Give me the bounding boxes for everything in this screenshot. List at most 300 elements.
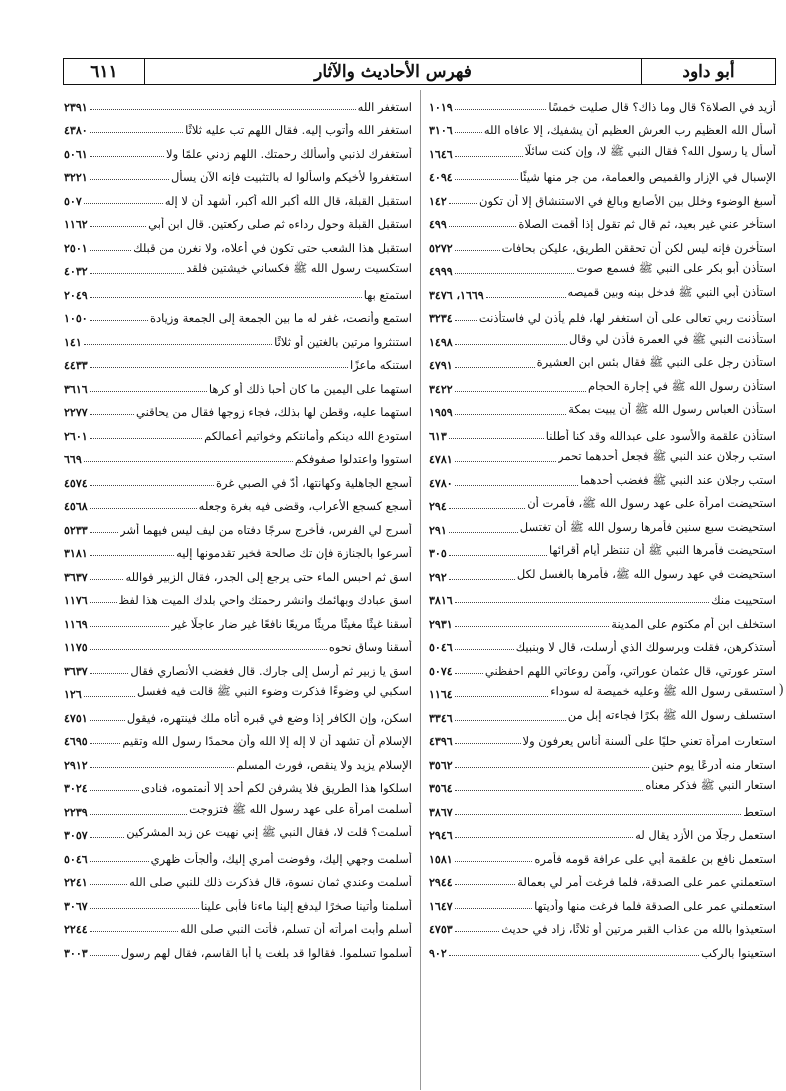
dot-leader bbox=[90, 438, 202, 439]
index-entry bbox=[429, 490, 776, 514]
dot-leader bbox=[90, 955, 119, 956]
hadith-number: ١١٧٥ bbox=[64, 641, 88, 654]
entry-text: استب رجلان عند النبي ﷺ فغضب أحدهما bbox=[580, 472, 776, 487]
index-entry bbox=[429, 607, 776, 631]
entry-text: استقبل القبلة، قال الله أكبر الله أكبر، أشهد أن لا إله bbox=[164, 193, 412, 208]
entry-text: استأخرن فإنه ليس لكن أن تحققن الطريق، عليكن بحافات bbox=[501, 240, 776, 255]
dot-leader bbox=[90, 720, 125, 721]
hadith-number: ٩٠٢ bbox=[429, 946, 447, 960]
hadith-number: ١٢٦ bbox=[64, 688, 82, 701]
right-column bbox=[420, 90, 776, 1090]
hadith-number: ٣٦١٦ bbox=[64, 382, 88, 396]
entry-text: استنثروا مرتين بالغتين أو ثلاثًا bbox=[274, 334, 412, 349]
hadith-number: ٢٢٤٤ bbox=[64, 923, 88, 936]
entry-text: استعط bbox=[743, 804, 776, 819]
dot-leader bbox=[455, 814, 742, 815]
index-entry bbox=[429, 842, 776, 866]
hadith-number: ٣٠٥٧ bbox=[64, 829, 88, 842]
hadith-number: ٤٥٦٨ bbox=[64, 500, 88, 513]
dot-leader bbox=[84, 344, 272, 345]
index-entry bbox=[64, 513, 412, 537]
index-entry bbox=[429, 537, 776, 561]
hadith-number: ٣٥٦٤ bbox=[429, 782, 453, 795]
entry-text: أسلمت وجهي إليك، وفوضت أمري إليك، وألجأت ظهري bbox=[150, 851, 412, 866]
index-entry bbox=[429, 231, 776, 255]
index-entry bbox=[429, 302, 776, 326]
dot-leader bbox=[90, 790, 139, 791]
hadith-number: ٣٢٣٤ bbox=[429, 312, 453, 325]
entry-text: استكسيت رسول الله ﷺ فكساني خيشتين فلقد bbox=[186, 261, 412, 275]
entry-text: استأذن أبو بكر على النبي ﷺ فسمع صوت bbox=[576, 261, 776, 275]
index-entry bbox=[64, 795, 412, 819]
index-entry bbox=[64, 255, 412, 279]
hadith-number: ٢٠٤٩ bbox=[64, 288, 88, 302]
index-entry bbox=[64, 537, 412, 561]
entry-text: استعملني عمر على الصدقة، فلما فرغت أمر لي بعمالة bbox=[517, 875, 776, 889]
entry-text: استودع الله دينكم وأمانتكم وخواتيم أعمالكم bbox=[204, 428, 412, 443]
index-entry bbox=[429, 725, 776, 749]
dot-leader bbox=[449, 532, 518, 533]
entry-text: استقبل القبلة وحول رداءه ثم صلى ركعتين. قال ابن أبي bbox=[148, 217, 412, 231]
dot-leader bbox=[90, 250, 132, 251]
dot-leader bbox=[449, 226, 517, 227]
index-entry bbox=[64, 490, 412, 514]
dot-leader bbox=[455, 485, 579, 486]
entry-text: استقبل هذا الشعب حتى تكون في أعلاه، ولا نغرن من قبلك bbox=[133, 240, 412, 255]
hadith-number: ٤٩٩٩ bbox=[429, 265, 453, 278]
hadith-number: ٣٣٤٦ bbox=[429, 711, 453, 725]
entry-text: اسق يا زبير ثم أرسل إلى جارك. قال فغضب الأنصاري فقال bbox=[130, 663, 412, 678]
dot-leader bbox=[90, 743, 121, 744]
entry-text: أسقنا وساق نحوه bbox=[328, 640, 412, 654]
hadith-number: ٤٧٨٠ bbox=[429, 476, 453, 490]
dot-leader bbox=[455, 414, 567, 415]
left-column bbox=[64, 90, 420, 1090]
index-entry bbox=[429, 419, 776, 443]
index-entry bbox=[429, 443, 776, 467]
hadith-number: ٤٣٨٠ bbox=[64, 124, 88, 137]
index-entry bbox=[64, 231, 412, 255]
entry-text: أسقنا غيثًا مغيثًا مريئًا مريعًا نافعًا غير ضار عاجلًا غير bbox=[171, 616, 412, 631]
index-entry bbox=[429, 255, 776, 279]
hadith-number: ٣٨١٦ bbox=[429, 594, 453, 607]
index-entry bbox=[429, 396, 776, 420]
hadith-number: ٢٢٤١ bbox=[64, 876, 88, 889]
entry-text: أزيد في الصلاة؟ قال وما ذاك؟ قال صليت خمسًا bbox=[548, 99, 776, 114]
hadith-number: ٤٠٩٤ bbox=[429, 171, 453, 184]
dot-leader bbox=[84, 696, 135, 697]
book-name: أبو داود bbox=[641, 59, 775, 84]
index-entry bbox=[64, 349, 412, 373]
dot-leader bbox=[90, 132, 184, 133]
entry-text: استهما عليه، وقطن لها بذلك، فجاء زوجها فقال من يحاقني bbox=[136, 405, 412, 419]
entry-text: اسق ثم احبس الماء حتى يرجع إلى الجدر، فقال الزبير فوالله bbox=[125, 569, 412, 584]
dot-leader bbox=[455, 109, 547, 110]
index-entry bbox=[429, 913, 776, 937]
dot-leader bbox=[90, 485, 214, 486]
hadith-number: ٥٢٧٢ bbox=[429, 241, 453, 255]
hadith-number: ٢٩٢ bbox=[429, 570, 447, 584]
dot-leader bbox=[455, 908, 533, 909]
hadith-number: ١١٦٢ bbox=[64, 218, 88, 231]
dot-leader bbox=[90, 602, 117, 603]
entry-text: استر عورتي، قال عثمان عوراتي، وآمن روعاتي اللهم احفظني bbox=[484, 663, 776, 678]
index-entry bbox=[64, 701, 412, 725]
hadith-number: ٢٩٤٦ bbox=[429, 829, 453, 842]
dot-leader bbox=[455, 649, 514, 650]
entry-text: استأذن علقمة والأسود على عبدالله وقد كنا أطلنا bbox=[545, 428, 776, 443]
hadith-number: ٤٥٧٤ bbox=[64, 476, 88, 490]
index-entry bbox=[429, 654, 776, 678]
dot-leader bbox=[455, 696, 549, 697]
index-entry bbox=[429, 678, 776, 702]
dot-leader bbox=[90, 579, 124, 580]
dot-leader bbox=[455, 156, 523, 157]
index-entry bbox=[429, 772, 776, 796]
dot-leader bbox=[455, 273, 575, 274]
hadith-number: ٣١٠٦ bbox=[429, 124, 453, 137]
dot-leader bbox=[455, 861, 533, 862]
index-entry bbox=[429, 748, 776, 772]
dot-leader bbox=[455, 179, 518, 180]
index-entry bbox=[429, 325, 776, 349]
index-entry bbox=[64, 114, 412, 138]
dot-leader bbox=[90, 649, 327, 650]
dot-leader bbox=[455, 884, 516, 885]
entry-text: استعار منه أدرعًا يوم حنين bbox=[651, 757, 776, 772]
index-entry bbox=[429, 584, 776, 608]
entry-text: استغفر الله bbox=[357, 99, 412, 114]
entry-text: استغفروا لأخيكم واسألوا له بالتثبيت فإنه الآن يسأل bbox=[171, 170, 412, 184]
index-entry bbox=[64, 325, 412, 349]
hadith-number: ٢٦٠١ bbox=[64, 429, 88, 443]
entry-text: استحيضت امرأة على عهد رسول الله ﷺ، فأمرت أن bbox=[527, 496, 776, 510]
hadith-number: ٢٩١ bbox=[429, 523, 447, 537]
index-entry bbox=[429, 936, 776, 960]
index-entry bbox=[64, 90, 412, 114]
hadith-number: ٣١٨١ bbox=[64, 547, 88, 560]
entry-text: أسرج لي الفرس، فأخرج سرجًا دفتاه من ليف ليس فيهما أشر bbox=[120, 522, 412, 537]
index-entry bbox=[64, 889, 412, 913]
index-entry bbox=[64, 842, 412, 866]
entry-text: استأخر عني غير بعيد، ثم قال ثم تقول إذا أقمت الصلاة bbox=[518, 217, 776, 231]
dot-leader bbox=[90, 767, 235, 768]
hadith-number: ١٦٤٧ bbox=[429, 899, 453, 913]
dot-leader bbox=[90, 367, 348, 368]
entry-text: استعينوا بالركب bbox=[701, 945, 776, 960]
dot-leader bbox=[455, 602, 709, 603]
hadith-number: ٤٤٣٣ bbox=[64, 359, 88, 372]
entry-text: استأذنت النبي ﷺ في العمرة فأذن لي وقال bbox=[568, 331, 776, 346]
index-entry bbox=[429, 701, 776, 725]
hadith-number: ١١٦٩ bbox=[64, 617, 88, 631]
dot-leader bbox=[455, 931, 500, 932]
index-entry bbox=[64, 302, 412, 326]
hadith-number: ١٠٥٠ bbox=[64, 312, 88, 325]
entry-text: استعمل رجلًا من الأزد يقال له bbox=[635, 828, 776, 842]
page-header bbox=[63, 58, 776, 85]
hadith-number: ٣٨٦٧ bbox=[429, 805, 453, 819]
entry-text: أسجع الجاهلية وكهانتها، أدّ في الصبي غرة bbox=[216, 475, 412, 490]
index-title: فهرس الأحاديث والآثار bbox=[144, 59, 641, 84]
entry-text: أسأل الله العظيم رب العرش العظيم أن يشفيك، إلا عافاه الله bbox=[483, 123, 776, 137]
dot-leader bbox=[90, 320, 148, 321]
dot-leader bbox=[90, 109, 356, 110]
hadith-number: ٢٩١٢ bbox=[64, 758, 88, 772]
hadith-number: ٤٩٩ bbox=[429, 218, 447, 231]
dot-leader bbox=[90, 884, 128, 885]
hadith-number: ١١٦٤ bbox=[429, 688, 453, 701]
entry-text: أسأل يا رسول الله؟ فقال النبي ﷺ لا، وإن كنت سائلًا bbox=[524, 143, 776, 158]
hadith-number: ١١٧٦ bbox=[64, 594, 88, 607]
dot-leader bbox=[90, 931, 179, 932]
hadith-number: ٥٠٤٦ bbox=[429, 641, 453, 654]
entry-text: الإسبال في الإزار والقميص والعمامة، من جر منها شيئًا bbox=[519, 170, 776, 184]
dot-leader bbox=[455, 250, 500, 251]
index-entry bbox=[64, 419, 412, 443]
dot-leader bbox=[486, 297, 566, 298]
hadith-number: ٣٦٣٧ bbox=[64, 664, 88, 678]
entry-text: استأذنت ربي تعالى على أن استغفر لها، فلم يأذن لي فاستأذنت bbox=[478, 311, 776, 325]
dot-leader bbox=[90, 179, 169, 180]
dot-leader bbox=[455, 720, 566, 721]
entry-text: استأذن العباس رسول الله ﷺ أن يبيت بمكة bbox=[568, 402, 776, 416]
hadith-number: ٣٢٢١ bbox=[64, 171, 88, 184]
dot-leader bbox=[455, 132, 482, 133]
hadith-number: ٤٣٩٦ bbox=[429, 735, 453, 748]
index-entry bbox=[429, 631, 776, 655]
hadith-number: ٢٩٤٤ bbox=[429, 876, 453, 889]
index-entry bbox=[64, 725, 412, 749]
index-entry bbox=[429, 866, 776, 890]
hadith-number: ٢٩٣١ bbox=[429, 617, 453, 631]
index-entry bbox=[429, 278, 776, 302]
entry-text: أسلمت وعندي ثمان نسوة، قال فذكرت ذلك للنبي صلى الله bbox=[129, 875, 412, 889]
entry-text: استسلف رسول الله ﷺ بكرًا فجاءته إبل من bbox=[567, 707, 776, 722]
entry-text: الإسلام يزيد ولا ينقص، فورث المسلم bbox=[236, 757, 412, 772]
hadith-number: ٥٠٧٤ bbox=[429, 664, 453, 678]
hadith-number: ٤٧٩١ bbox=[429, 359, 453, 372]
hadith-number: ١٤٩٨ bbox=[429, 335, 453, 349]
dot-leader bbox=[90, 837, 125, 838]
index-entry bbox=[64, 208, 412, 232]
dot-leader bbox=[84, 203, 163, 204]
hadith-number: ١٦٦٩، ٣٤٧٦ bbox=[429, 288, 484, 302]
entry-text: استعملني عمر على الصدقة فلما فرغت منها وأديتها bbox=[534, 898, 776, 913]
index-entry bbox=[429, 819, 776, 843]
dot-leader bbox=[90, 226, 147, 227]
dot-leader bbox=[455, 837, 633, 838]
hadith-number: ٣٠٦٧ bbox=[64, 899, 88, 913]
entry-text: استأذن رسول الله ﷺ في إجارة الحجام bbox=[588, 378, 776, 393]
entry-text: أسلمت امرأة على عهد رسول الله ﷺ فتزوجت bbox=[189, 801, 412, 816]
entry-text: استغفر الله وأتوب إليه. فقال اللهم تب عليه ثلاثًا bbox=[185, 123, 412, 137]
entry-text: أستذكرهن، فقلت وبرسولك الذي أرسلت، قال لا وبنبيك bbox=[515, 640, 776, 654]
hadith-number: ١٤١ bbox=[64, 335, 82, 349]
hadith-number: ٥٠٧ bbox=[64, 194, 82, 208]
index-entry bbox=[429, 560, 776, 584]
index-entry bbox=[64, 396, 412, 420]
dot-leader bbox=[455, 767, 650, 768]
dot-leader bbox=[449, 955, 699, 956]
hadith-number: ٤٧٨١ bbox=[429, 453, 453, 466]
index-entry bbox=[64, 654, 412, 678]
index-entry bbox=[429, 513, 776, 537]
entry-text: استعارت امرأة تعني حليًا على ألسنة أناس يعرفون ولا bbox=[522, 734, 776, 748]
hadith-number: ١٦٤٦ bbox=[429, 147, 453, 161]
dot-leader bbox=[449, 508, 525, 509]
index-entry bbox=[64, 137, 412, 161]
page-number: ٦١١ bbox=[90, 61, 118, 82]
index-entry bbox=[64, 584, 412, 608]
index-entry bbox=[64, 866, 412, 890]
hadith-number: ٣٠٢٤ bbox=[64, 782, 88, 795]
entry-text: استأذن أبي النبي ﷺ فدخل بينه وبين قميصه bbox=[567, 284, 776, 299]
index-entry bbox=[64, 936, 412, 960]
dot-leader bbox=[90, 814, 188, 815]
dot-leader bbox=[90, 532, 118, 533]
entry-text: أسلمت؟ قلت لا، فقال النبي ﷺ إني نهيت عن زبد المشركين bbox=[126, 825, 412, 839]
index-entry bbox=[64, 913, 412, 937]
entry-text: اسكن، وإن الكافر إذا وضع في قبره أتاه ملك فينتهره، فيقول bbox=[126, 710, 412, 725]
hadith-number: ٤٧٥١ bbox=[64, 711, 88, 725]
hadith-number: ٢٩٤ bbox=[429, 500, 447, 513]
index-entry bbox=[64, 819, 412, 843]
entry-text: أسرعوا بالجنازة فإن تك صالحة فخير تقدمونها إليه bbox=[176, 546, 412, 560]
hadith-number: ٤٦٩٥ bbox=[64, 735, 88, 748]
entry-text: استسقى رسول الله ﷺ وعليه خميصة له سوداء bbox=[550, 684, 776, 698]
hadith-number: ٢٥٠١ bbox=[64, 241, 88, 255]
entry-text: استب رجلان عند النبي ﷺ فجعل أحدهما تحمر bbox=[558, 449, 776, 463]
dot-leader bbox=[455, 673, 483, 674]
index-entry bbox=[64, 678, 412, 702]
dot-leader bbox=[84, 461, 293, 462]
dot-leader bbox=[90, 626, 170, 627]
index-entry bbox=[64, 631, 412, 655]
hadith-number: ١٠١٩ bbox=[429, 100, 453, 114]
dot-leader bbox=[90, 297, 362, 298]
hadith-number: ٢٢٧٧ bbox=[64, 406, 88, 419]
dot-leader bbox=[449, 438, 544, 439]
entry-text: استعار النبي ﷺ فذكر معناه bbox=[645, 778, 776, 792]
hadith-number: ٤٧٥٣ bbox=[429, 923, 453, 936]
entry-text: استحيضت سبع سنين فأمرها رسول الله ﷺ أن تغتسل bbox=[519, 519, 776, 534]
dot-leader bbox=[449, 203, 477, 204]
dot-leader bbox=[455, 391, 586, 392]
index-entry bbox=[429, 114, 776, 138]
index-entry bbox=[64, 443, 412, 467]
hadith-number: ٥٢٣٣ bbox=[64, 523, 88, 537]
hadith-number: ٥٠٦١ bbox=[64, 147, 88, 161]
hadith-number: ٦١٣ bbox=[429, 429, 447, 443]
index-entry bbox=[429, 372, 776, 396]
entry-text: استمع وأنصت، غفر له ما بين الجمعة إلى الجمعة وزيادة bbox=[149, 311, 412, 325]
index-entry bbox=[64, 560, 412, 584]
entry-text: استحيضت فأمرها النبي ﷺ أن تنتظر أيام أقرائها bbox=[548, 543, 776, 557]
index-entry bbox=[64, 278, 412, 302]
hadith-number: ٢٣٩١ bbox=[64, 100, 88, 114]
dot-leader bbox=[455, 461, 556, 462]
entry-text: استعمل نافع بن علقمة أبي على عرافة قومه فأمره bbox=[534, 851, 776, 866]
dot-leader bbox=[455, 743, 521, 744]
entry-text: استووا واعتدلوا صفوفكم bbox=[294, 452, 412, 466]
entry-text: الإسلام أن تشهد أن لا إله إلا الله وأن محمدًا رسول الله وتقيم bbox=[122, 734, 412, 748]
hadith-number: ١٩٥٩ bbox=[429, 406, 453, 419]
hadith-number: ١٤٢ bbox=[429, 194, 447, 208]
dot-leader bbox=[90, 414, 134, 415]
dot-leader bbox=[90, 156, 164, 157]
entry-text: استأذن رجل على النبي ﷺ فقال بئس ابن العشيرة bbox=[536, 355, 776, 369]
hadith-number: ٤٠٣٢ bbox=[64, 265, 88, 278]
hadith-number: ٥٠٤٦ bbox=[64, 852, 88, 866]
dot-leader bbox=[90, 391, 207, 392]
hadith-number: ٣٥٦٢ bbox=[429, 758, 453, 772]
hadith-number: ٣٤٢٢ bbox=[429, 382, 453, 396]
entry-text: أسلم وأبت امرأته أن تسلم، فأتت النبي صلى الله bbox=[180, 922, 412, 936]
dot-leader bbox=[90, 673, 129, 674]
index-entry bbox=[429, 90, 776, 114]
hadith-number: ٣٦٣٧ bbox=[64, 570, 88, 584]
entry-text: استحيضت في عهد رسول الله ﷺ، فأمرها بالغسل لكل bbox=[516, 566, 776, 581]
dot-leader bbox=[90, 861, 149, 862]
hadith-number: ٢٢٣٩ bbox=[64, 805, 88, 819]
dot-leader bbox=[455, 344, 567, 345]
dot-leader bbox=[449, 555, 547, 556]
index-entry bbox=[429, 208, 776, 232]
entry-text: استحييت منك bbox=[711, 593, 776, 607]
entry-text: أسبغ الوضوء وخلل بين الأصابع وبالغ في الاستنشاق إلا أن تكون bbox=[479, 193, 776, 208]
entry-text: أسلموا تسلموا. فقالوا قد بلغت يا أبا القاسم، فقال لهم رسول bbox=[120, 945, 412, 960]
hadith-number: ١٥٨١ bbox=[429, 852, 453, 866]
entry-text: استعيذوا بالله من عذاب القبر مرتين أو ثلاثًا، زاد في حديث bbox=[501, 922, 776, 936]
entry-text: اسلكوا هذا الطريق فلا يشرفن لكم أحد إلا أنمتموه، فنادى bbox=[140, 781, 412, 795]
hadith-number: ٣٠٥ bbox=[429, 547, 447, 560]
entry-text: استمتع بها bbox=[363, 287, 412, 302]
dot-leader bbox=[90, 908, 199, 909]
index-entry bbox=[429, 795, 776, 819]
dot-leader bbox=[90, 555, 174, 556]
entry-text: أسلمنا وأتينا صخرًا ليدفع إلينا ماءنا فأبى علينا bbox=[200, 898, 412, 913]
index-columns bbox=[63, 90, 776, 1090]
entry-text: اسق عبادك وبهائمك وانشر رحمتك واحي بلدك الميت هذا لفظ bbox=[118, 593, 412, 607]
index-entry bbox=[429, 889, 776, 913]
entry-text: أسجع كسجع الأعراب، وقضى فيه بغرة وجعله bbox=[198, 499, 412, 513]
index-entry bbox=[429, 466, 776, 490]
dot-leader bbox=[449, 579, 515, 580]
index-entry bbox=[429, 184, 776, 208]
dot-leader bbox=[455, 320, 477, 321]
entry-text: اسكبي لي وضوءًا فذكرت وضوء النبي ﷺ قالت فيه فغسل bbox=[137, 684, 412, 698]
index-entry bbox=[64, 607, 412, 631]
entry-text: استهما على اليمين ما كان أحبا ذلك أو كرها bbox=[208, 381, 412, 396]
index-entry bbox=[429, 137, 776, 161]
index-entry bbox=[64, 748, 412, 772]
hadith-number: ٦٦٩ bbox=[64, 453, 82, 466]
entry-text: استخلف ابن أم مكتوم على المدينة bbox=[611, 616, 776, 631]
index-entry bbox=[64, 772, 412, 796]
dot-leader bbox=[90, 508, 197, 509]
dot-leader bbox=[455, 626, 610, 627]
index-entry bbox=[64, 466, 412, 490]
hadith-number: ٣٠٠٣ bbox=[64, 946, 88, 960]
dot-leader bbox=[455, 790, 644, 791]
index-entry bbox=[429, 349, 776, 373]
index-entry bbox=[429, 161, 776, 185]
index-entry bbox=[64, 161, 412, 185]
index-entry bbox=[64, 184, 412, 208]
dot-leader bbox=[90, 273, 185, 274]
index-entry bbox=[64, 372, 412, 396]
